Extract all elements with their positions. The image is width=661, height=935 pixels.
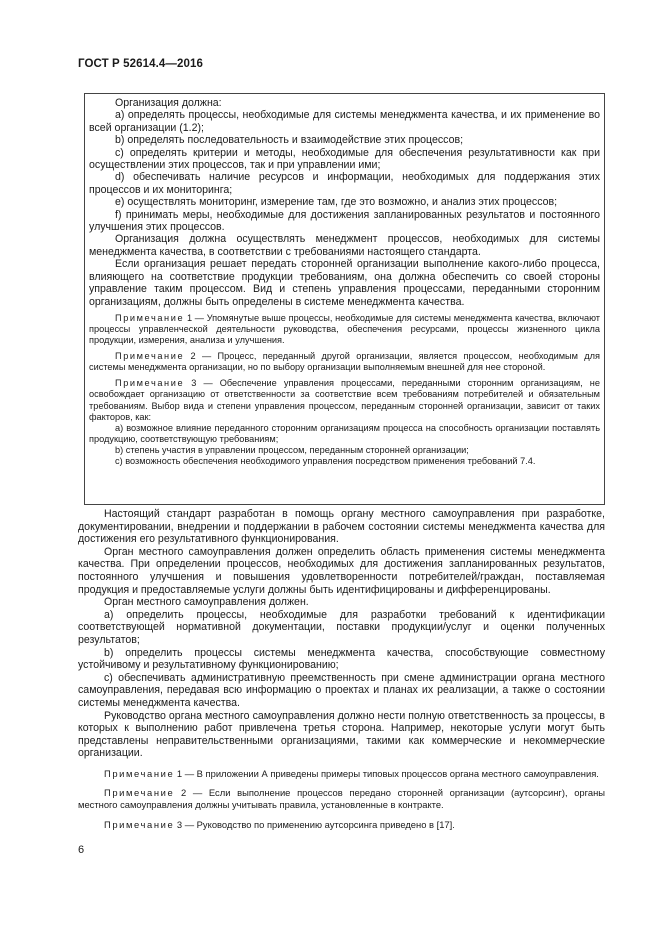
main-paragraph: Орган местного самоуправления должен. xyxy=(104,596,309,609)
note-label: Примечание xyxy=(115,378,185,389)
box-note-item: a) возможное влияние переданного сторонним организациям процесса на способность организации поставлять продукцию, соответствующую требованиям; xyxy=(89,422,600,444)
quoted-standard-box xyxy=(84,93,605,505)
box-note-2 xyxy=(89,351,600,373)
note-text: 2 — Если выполнение процессов передано сторонней организации (аутсорсинг), органы местного самоуправления должны учитывать правила, установленные в контракте. xyxy=(78,787,605,811)
box-paragraph: f) принимать меры, необходимые для достижения запланированных результатов и постоянного улучшения этих процессов. xyxy=(89,208,600,234)
box-paragraph: e) осуществлять мониторинг, измерение там, где это возможно, и анализ этих процессов; xyxy=(115,196,558,209)
main-paragraph: a) определить процессы, необходимые для разработки требований к идентификации соответствующей нормативной документации, поставки продукции/услуг и оценки полученных результатов; xyxy=(78,608,605,646)
box-paragraph: Если организация решает передать сторонней организации выполнение какого-либо процесса, влияющего на соответствие продукции требованиям, она должна обеспечить со своей стороны управление таким процессом. Вид и степень управления процессами, переданными сторонним организациям, должны быть определены в системе менеджмента качества. xyxy=(89,258,600,308)
page-number: 6 xyxy=(78,844,85,856)
box-note-3 xyxy=(89,378,600,422)
note-label: Примечание xyxy=(104,787,175,799)
note-text: 3 — Руководство по применению аутсорсинга приведено в [17]. xyxy=(174,818,455,830)
note-label: Примечание xyxy=(115,312,185,323)
note-label: Примечание xyxy=(104,767,175,779)
box-paragraph: c) определять критерии и методы, необходимые для обеспечения результативности как при осуществлении этих процессов, так и при управлении ими; xyxy=(89,146,600,172)
box-note-1 xyxy=(89,313,600,346)
box-paragraph: d) обеспечивать наличие ресурсов и информации, необходимых для поддержания этих процессов и их мониторинга; xyxy=(89,171,600,196)
note-text: 1 — Упомянутые выше процессы, необходимые для системы менеджмента качества, включают процессы управленческой деятельности руководства, обеспечения ресурсами, процессы жизненного цикла продукции, измерения, анализа и улучшения. xyxy=(89,312,600,346)
box-paragraph: Организация должна осуществлять менеджмент процессов, необходимых для системы менеджмента качества, в соответствии с требованиями настоящего стандарта. xyxy=(89,233,600,258)
main-note-2 xyxy=(78,787,605,810)
note-text: 3 — Обеспечение управления процессами, переданными сторонним организациям, не освобождает организацию от ответственности за соответствие всем требованиям потребителей и обязательным требованиям. Выбор вида и степени управления процессом, переданным сторонней организации, зависит от таких факторов, как: xyxy=(89,378,600,422)
main-text xyxy=(78,508,605,830)
box-paragraph: b) определять последовательность и взаимодействие этих процессов; xyxy=(115,134,464,147)
note-text: 1 — В приложении А приведены примеры типовых процессов органа местного самоуправления. xyxy=(174,767,599,779)
main-paragraph: c) обеспечивать административную преемственность при смене администрации органа местного самоуправления, передавая всю информацию о проектах и планах их реализации, а также о состоянии системы менеджмента качества. xyxy=(78,671,605,709)
main-paragraph: b) определить процессы системы менеджмента качества, способствующие совместному устойчивому и результативному функционированию; xyxy=(78,646,605,672)
note-label: Примечание xyxy=(104,818,175,830)
main-paragraph: Орган местного самоуправления должен определить область применения системы менеджмента качества. При определении процессов, необходимых для достижения запланированных результатов, постоянного улучшения и повышения удовлетворенности потребителей/граждан, поставляемая продукция и предоставляемые услуги должны быть идентифицированы и дифференцированы. xyxy=(78,545,605,596)
box-note-item: c) возможность обеспечения необходимого управления посредством применения требований 7.4. xyxy=(115,456,536,467)
box-paragraph: a) определять процессы, необходимые для системы менеджмента качества, и их применение во всей организации (1.2); xyxy=(89,109,600,134)
note-text: 2 — Процесс, переданный другой организации, является процессом, необходимым для системы менеджмента организации, но по выбору организации выполняемым внешней для нее стороной. xyxy=(89,351,600,373)
main-paragraph: Настоящий стандарт разработан в помощь органу местного самоуправления при разработке, документировании, внедрении и поддержании в рабочем состоянии системы менеджмента качества для достижения его результативного функционирования. xyxy=(78,508,605,546)
note-label: Примечание xyxy=(115,351,185,362)
main-note-3 xyxy=(78,819,605,831)
main-note-1 xyxy=(78,768,605,780)
document-header: ГОСТ Р 52614.4—2016 xyxy=(78,58,203,70)
box-note-item: b) степень участия в управлении процессом, переданным сторонней организации; xyxy=(115,444,469,455)
main-paragraph: Руководство органа местного самоуправления должно нести полную ответственность за процессы, в которых к выполнению работ привлечена третья сторона. Например, некоторые услуги могут быть представлены неправительственными организациями, такими как коммерческие и некоммерческие организации. xyxy=(78,709,605,760)
box-paragraph: Организация должна: xyxy=(115,97,222,109)
